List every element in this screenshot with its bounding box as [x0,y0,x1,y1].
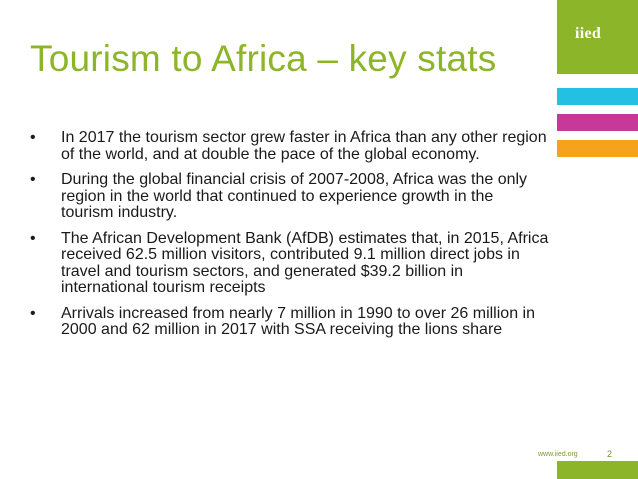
iied-logo [557,0,638,74]
bullet-item [30,130,550,163]
bullet-text: Arrivals increased from nearly 7 million in 1990 to over 26 million in 2000 and 62 million in 2017 with SSA receiving the lions share [61,304,535,338]
bullet-marker: • [30,171,36,188]
bullet-item [30,172,550,222]
bullet-item [30,231,550,297]
bullet-text: During the global financial crisis of 2007-2008, Africa was the only region in the world that continued to experience growth in the tourism industry. [61,171,528,221]
footer-bar [557,461,638,479]
bullet-marker: • [30,129,36,146]
bullet-text: The African Development Bank (AfDB) estimates that, in 2015, Africa received 62.5 million visitors, contributed 9.1 million direct jobs in travel and tourism sectors, and generated $39.2 billion in international tourism receipts [61,229,549,296]
bullet-list [30,130,550,348]
bullet-text: In 2017 the tourism sector grew faster in Africa than any other region of the world, and at double the pace of the global economy. [61,129,547,163]
bullet-marker: • [30,304,36,322]
slide-title: Tourism to Africa – key stats [30,38,497,79]
bullet-item [30,306,550,339]
brand-stripe-magenta [557,114,638,131]
logo-text: iied [575,25,602,42]
brand-stripe-orange [557,140,638,157]
brand-stripe-cyan [557,88,638,105]
slide-number: 2 [607,449,613,459]
bullet-marker: • [30,229,36,247]
footer-url: www.iied.org [538,451,578,458]
